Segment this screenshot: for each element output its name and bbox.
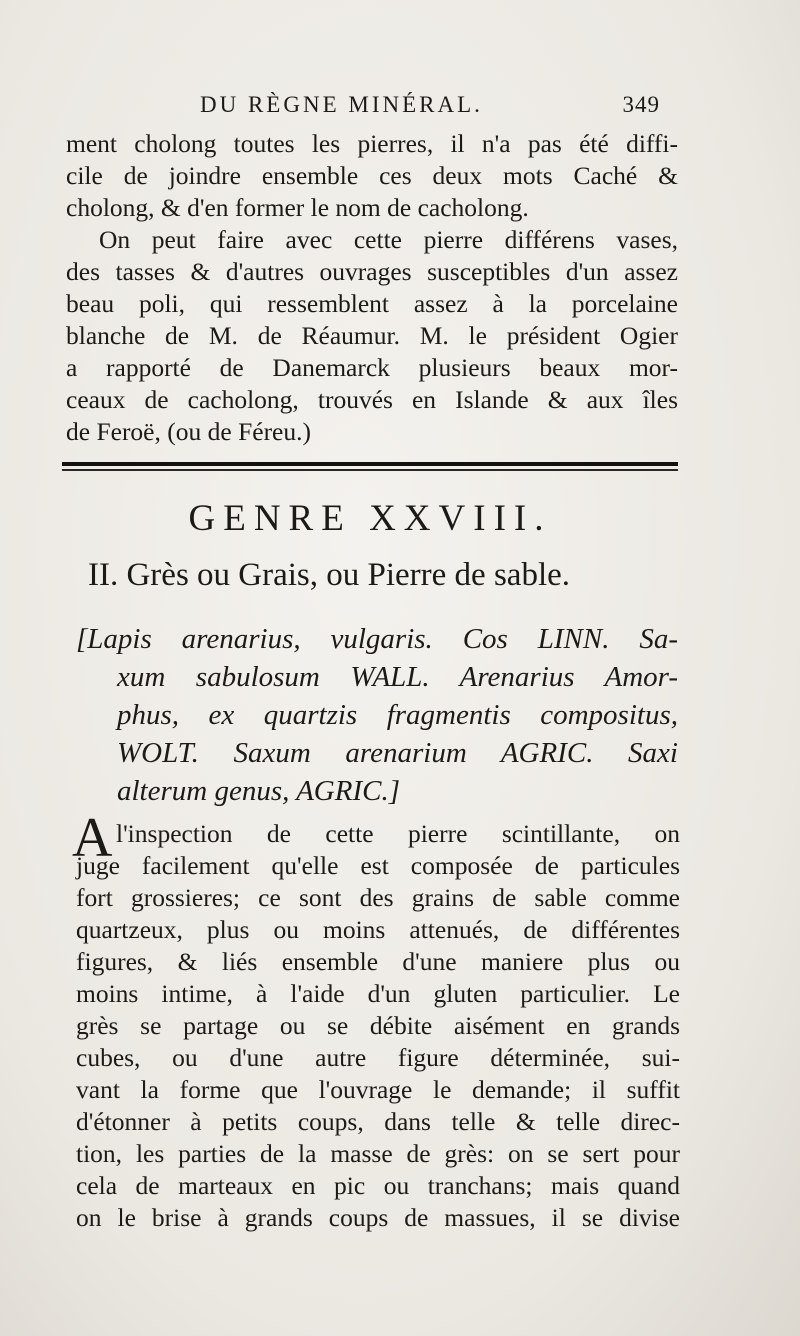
text-line: cholong, & d'en former le nom de cacholong. (66, 193, 529, 222)
text-line: a rapporté de Danemarck plusieurs beaux mor- (66, 353, 678, 382)
text-line: juge facilement qu'elle est composée de particules (76, 851, 680, 880)
text-line: moins intime, à l'aide d'un gluten particulier. Le (76, 979, 680, 1008)
genre-heading: GENRE XXVIII. (188, 498, 552, 539)
text-line: figures, & liés ensemble d'une maniere plus ou (76, 947, 680, 976)
text-line: on le brise à grands coups de massues, il se divise (76, 1203, 680, 1232)
section-subheading: II. Grès ou Grais, ou Pierre de sable. (88, 557, 571, 593)
text-line: fort grossieres; ce sont des grains de sable comme (76, 883, 680, 912)
text-line: blanche de M. de Réaumur. M. le président Ogier (66, 321, 678, 350)
text-line: d'étonner à petits coups, dans telle & telle direc- (76, 1107, 680, 1136)
text-line: ment cholong toutes les pierres, il n'a pas été diffi- (66, 129, 678, 158)
text-line: de Feroë, (ou de Féreu.) (66, 417, 311, 446)
synonym-line: WOLT. Saxum arenarium AGRIC. Saxi (117, 737, 678, 769)
text-line: ceaux de cacholong, trouvés en Islande & aux îles (66, 385, 678, 414)
section-rule (62, 462, 678, 466)
drop-cap: A (72, 807, 113, 869)
text-line: tion, les parties de la masse de grès: on se sert pour (76, 1139, 680, 1168)
running-header (200, 92, 660, 128)
text-line: cile de joindre ensemble ces deux mots Caché & (66, 161, 678, 190)
synonym-line: phus, ex quartzis fragmentis compositus, (117, 699, 678, 731)
synonym-line: xum sabulosum WALL. Arenarius Amor- (117, 661, 678, 693)
text-line: grès se partage ou se débite aisément en grands (76, 1011, 680, 1040)
text-line: vant la forme que l'ouvrage le demande; il suffit (76, 1075, 680, 1104)
running-title: DU RÈGNE MINÉRAL. (200, 92, 483, 117)
synonym-line: alterum genus, AGRIC.] (117, 775, 401, 807)
page-number: 349 (622, 92, 660, 117)
synonym-line: [Lapis arenarius, vulgaris. Cos LINN. Sa- (76, 623, 678, 655)
text-line: des tasses & d'autres ouvrages susceptibles d'un assez (66, 257, 678, 286)
text-line: cela de marteaux en pic ou tranchans; mais quand (76, 1171, 680, 1200)
text-line: beau poli, qui ressemblent assez à la porcelaine (66, 289, 678, 318)
text-line: On peut faire avec cette pierre différens vases, (99, 225, 678, 254)
text-line: cubes, ou d'une autre figure déterminée, sui- (76, 1043, 680, 1072)
text-line: l'inspection de cette pierre scintillante, on (116, 819, 680, 848)
text-line: quartzeux, plus ou moins attenués, de différentes (76, 915, 680, 944)
